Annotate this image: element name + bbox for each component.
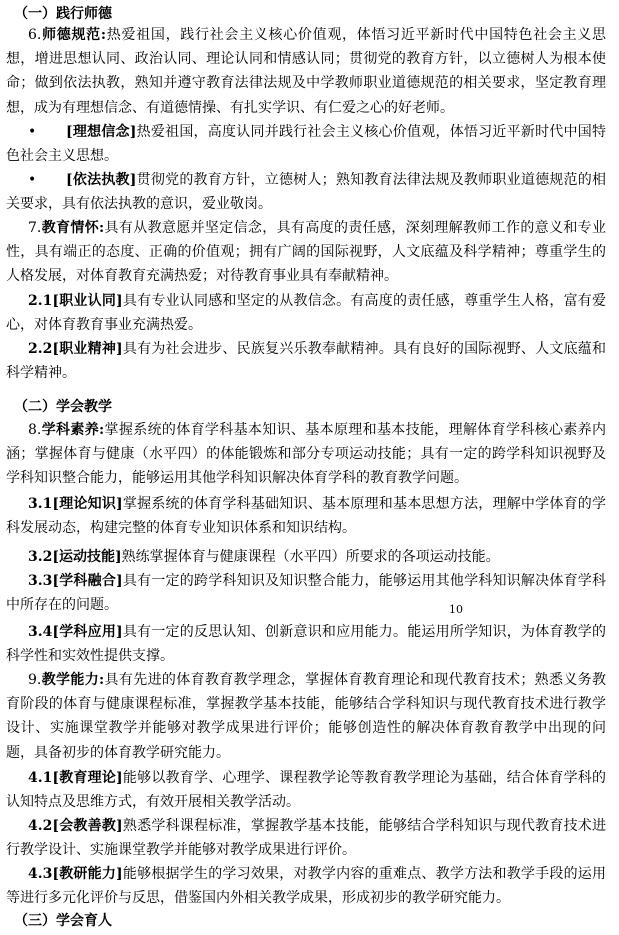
para-text: 能够以教育学、心理学、课程教学论等教育教学理论为基础，结合体育学科的认知特点及思维方式，有效开展相关教学活动。 <box>6 770 607 811</box>
bullet-dot: • <box>28 172 37 188</box>
para-label: [学科融合] <box>52 573 123 589</box>
section-heading-1: （一）践行师德 <box>14 6 112 22</box>
para-text: 具有从教意愿并坚定信念，具有高度的责任感，深刻理解教师工作的意义和专业性，具有端正的态度、正确的价值观；拥有广阔的国际视野，人文底蕴及科学精神；尊重学生的人格发展，对体育教育充满热爱；对待教育事业具有奉献精神。 <box>6 220 607 285</box>
para-prefix: 8. <box>28 422 42 438</box>
paragraph-3-3 <box>6 569 606 617</box>
para-prefix: 9. <box>28 672 42 688</box>
paragraph-7 <box>6 216 606 289</box>
para-label: [运动技能] <box>52 549 122 565</box>
para-prefix: 4.3 <box>28 866 53 882</box>
paragraph-3-4 <box>6 620 606 668</box>
paragraph-3-2 <box>6 545 606 569</box>
section-heading-2: （二）学会教学 <box>14 399 112 415</box>
para-prefix: 2.1 <box>28 293 53 309</box>
para-text: 具有为社会进步、民族复兴乐教奉献精神。具有良好的国际视野、人文底蕴和科学精神。 <box>6 341 607 382</box>
paragraph-9 <box>6 668 606 765</box>
para-text: 贯彻党的教育方针，立德树人；熟知教育法律法规及教师职业道德规范的相关要求，具有依法执教的意识，爱业敬岗。 <box>6 172 607 213</box>
paragraph-4-1 <box>6 766 606 814</box>
bullet-dot: • <box>28 124 37 140</box>
para-label: 师德规范: <box>41 27 107 43</box>
bullet-law <box>6 168 606 216</box>
para-text: 掌握系统的体育学科基本知识、基本原理和基本技能，理解体育学科核心素养内涵；掌握体育与健康（水平四）的体能锻炼和部分专项运动技能；具有一定的跨学科知识视野及学科知识整合能力，能够运用其他学科知识解决体育学科的教育教学问题。 <box>6 422 607 487</box>
paragraph-4-3 <box>6 862 606 910</box>
para-label: [职业认同] <box>52 293 123 309</box>
para-label: [会教善教] <box>52 818 123 834</box>
para-prefix: 4.1 <box>28 770 53 786</box>
para-prefix: 7. <box>28 220 42 236</box>
para-label: [理论知识] <box>52 496 123 512</box>
para-prefix: 2.2 <box>28 341 53 357</box>
para-text: 具有专业认同感和坚定的从教信念。有高度的责任感，尊重学生人格，富有爱心，对体育教育事业充满热爱。 <box>6 293 607 334</box>
para-text: 熟悉学科课程标准，掌握教学基本技能，能够结合学科知识与现代教育技术进行教学设计、实施课堂教学并能够对教学成果进行评价。 <box>6 818 607 859</box>
para-text: 热爱祖国，高度认同并践行社会主义核心价值观，体悟习近平新时代中国特色社会主义思想。 <box>6 124 607 165</box>
para-label: [学科应用] <box>52 624 123 640</box>
para-label: 学科素养: <box>41 422 105 438</box>
para-text: 熟练掌握体育与健康课程（水平四）所要求的各项运动技能。 <box>121 549 500 565</box>
paragraph-8 <box>6 418 606 491</box>
para-prefix: 4.2 <box>28 818 53 834</box>
para-label: 教学能力: <box>41 672 105 688</box>
section-heading-3: （三）学会育人 <box>14 913 112 929</box>
para-text: 能够根据学生的学习效果，对教学内容的重难点、教学方法和教学手段的运用等进行多元化评价与反思，借鉴国内外相关教学成果，形成初步的教学研究能力。 <box>6 866 607 907</box>
paragraph-4-2 <box>6 814 606 862</box>
para-label: [理想信念] <box>66 124 137 140</box>
para-text: 热爱祖国，践行社会主义核心价值观，体悟习近平新时代中国特色社会主义思想，增进思想认同、政治认同、理论认同和情感认同；贯彻党的教育方针，以立德树人为根本使命；做到依法执教，熟知并遵守教育法律法规及中学教师职业道德规范的相关要求，坚定教育理想，成为有理想信念、有道德情操、有扎实学识、有仁爱之心的好老师。 <box>6 27 607 116</box>
bullet-ideal <box>6 120 606 168</box>
para-prefix: 6. <box>28 27 42 43</box>
para-text: 掌握系统的体育学科基础知识、基本原理和基本思想方法，理解中学体育的学科发展动态，构建完整的体育专业知识体系和知识结构。 <box>6 496 607 537</box>
para-text: 具有一定的反思认知、创新意识和应用能力。能运用所学知识，为体育教学的科学性和实效性提供支撑。 <box>6 624 607 665</box>
page-number: 10 <box>449 603 463 616</box>
para-prefix: 3.1 <box>28 496 53 512</box>
para-prefix: 3.3 <box>28 573 53 589</box>
paragraph-2-2 <box>6 337 606 385</box>
paragraph-3-1 <box>6 492 606 540</box>
paragraph-6 <box>6 23 606 120</box>
para-label: [教研能力] <box>52 866 123 882</box>
paragraph-2-1 <box>6 289 606 337</box>
para-prefix: 3.2 <box>28 549 53 565</box>
para-prefix: 3.4 <box>28 624 53 640</box>
para-label: [职业精神] <box>52 341 123 357</box>
para-text: 具有一定的跨学科知识及知识整合能力，能够运用其他学科知识解决体育学科中所存在的问题。 <box>6 573 607 614</box>
para-label: 教育情怀: <box>41 220 105 236</box>
para-text: 具有先进的体育教育教学理念，掌握体育教育理论和现代教育技术；熟悉义务教育阶段的体育与健康课程标准，掌握教学基本技能，能够结合学科知识与现代教育技术进行教学设计、实施课堂教学并能够对教学成果进行评价；能够创造性的解决体育教育教学中出现的问题，具备初步的体育教学研究能力。 <box>6 672 607 761</box>
para-label: [依法执教] <box>66 172 137 188</box>
para-label: [教育理论] <box>52 770 123 786</box>
